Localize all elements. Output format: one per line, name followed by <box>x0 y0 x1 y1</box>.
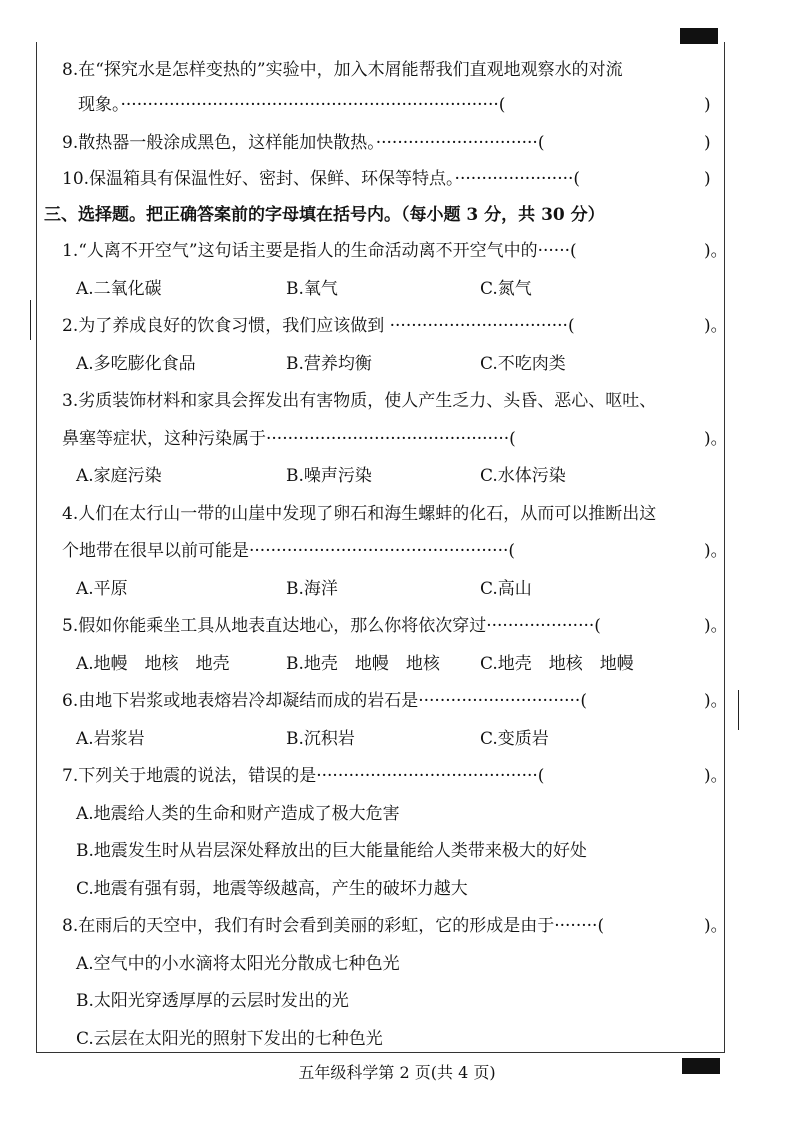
mc-question-7-option: B.地震发生时从岩层深处释放出的巨大能量能给人类带来极大的好处 <box>76 841 587 861</box>
mc-question-7-option: C.地震有强有弱，地震等级越高，产生的破坏力越大 <box>76 878 468 899</box>
mc-question-1-option: C.氮气 <box>480 278 532 299</box>
mc-question-2-option: C.不吃肉类 <box>480 353 566 374</box>
mc-question-6-stem: 6.由地下岩浆或地表熔岩冷却凝结而成的岩石是······························( )。 <box>62 686 722 716</box>
answer-paren: )。 <box>704 541 728 561</box>
mc-question-6-option: B.沉积岩 <box>286 728 355 749</box>
answer-paren: )。 <box>704 428 728 449</box>
mc-question-6-option: C.变质岩 <box>480 728 549 749</box>
mc-question-1-option: A.二氧化碳 <box>76 278 162 299</box>
page-footer: 五年级科学第 2 页(共 4 页) <box>298 1063 496 1082</box>
mc-question-4-option: C.高山 <box>480 578 532 599</box>
mc-question-7-option: A.地震给人类的生命和财产造成了极大危害 <box>76 803 400 824</box>
mc-question-3-option: B.噪声污染 <box>286 466 372 486</box>
answer-paren: )。 <box>704 616 728 636</box>
mc-question-3-stem: 鼻塞等症状，这种污染属于·············································( )。 <box>62 424 722 454</box>
mc-question-1-stem: 1.“人离不开空气”这句话主要是指人的生命活动离不开空气中的······( )。 <box>62 236 722 266</box>
mc-question-3-stem: 3.劣质装饰材料和家具会挥发出有害物质，使人产生乏力、头昏、恶心、呕吐、 <box>62 391 657 411</box>
mc-question-3-option: C.水体污染 <box>480 466 566 486</box>
answer-paren: )。 <box>704 241 728 261</box>
mc-question-6-option: A.岩浆岩 <box>76 728 145 749</box>
mc-question-4-stem: 个地带在很早以前可能是················································( )。 <box>62 536 722 566</box>
question-8-line-2: 现象。······································································( ) <box>78 95 711 115</box>
mc-question-8-option: A.空气中的小水滴将太阳光分散成七种色光 <box>76 953 400 974</box>
mc-question-2-stem: 2.为了养成良好的饮食习惯，我们应该做到 ·································( )。 <box>62 311 722 341</box>
mc-question-8-option: B.太阳光穿透厚厚的云层时发出的光 <box>76 991 349 1011</box>
registration-mark-top <box>680 28 718 44</box>
mc-question-4-option: B.海洋 <box>286 578 338 599</box>
answer-paren: )。 <box>704 691 728 711</box>
question-10: 10.保温箱具有保温性好、密封、保鲜、环保等特点。······················( ) <box>62 169 711 189</box>
mc-question-2-option: A.多吃膨化食品 <box>76 353 196 374</box>
answer-paren: )。 <box>704 916 728 936</box>
answer-paren: )。 <box>704 766 728 786</box>
margin-mark <box>738 690 739 730</box>
answer-paren: )。 <box>704 316 728 336</box>
mc-question-8-option: C.云层在太阳光的照射下发出的七种色光 <box>76 1028 383 1049</box>
section-3-heading: 三、选择题。把正确答案前的字母填在括号内。（每小题 3 分，共 30 分） <box>44 205 605 225</box>
mc-question-5-option: B.地壳 地幔 地核 <box>286 653 440 674</box>
mc-question-5-option: C.地壳 地核 地幔 <box>480 653 634 674</box>
mc-question-3-option: A.家庭污染 <box>76 466 162 486</box>
mc-question-4-stem: 4.人们在太行山一带的山崖中发现了卵石和海生螺蚌的化石，从而可以推断出这 <box>62 503 657 524</box>
mc-question-4-option: A.平原 <box>76 578 128 599</box>
mc-question-5-option: A.地幔 地核 地壳 <box>76 653 230 674</box>
margin-mark <box>30 300 31 340</box>
mc-question-8-stem: 8.在雨后的天空中，我们有时会看到美丽的彩虹，它的形成是由于········( )。 <box>62 911 722 941</box>
mc-question-5-stem: 5.假如你能乘坐工具从地表直达地心，那么你将依次穿过····················( )。 <box>62 611 722 641</box>
mc-question-7-stem: 7.下列关于地震的说法，错误的是·········································( )。 <box>62 761 722 791</box>
question-9: 9.散热器一般涂成黑色，这样能加快散热。······························( ) <box>62 133 711 153</box>
mc-question-2-option: B.营养均衡 <box>286 353 372 374</box>
mc-question-1-option: B.氧气 <box>286 278 338 299</box>
question-8-line-1: 8.在“探究水是怎样变热的”实验中，加入木屑能帮我们直观地观察水的对流 <box>62 60 623 80</box>
page-border-left <box>36 42 37 1052</box>
